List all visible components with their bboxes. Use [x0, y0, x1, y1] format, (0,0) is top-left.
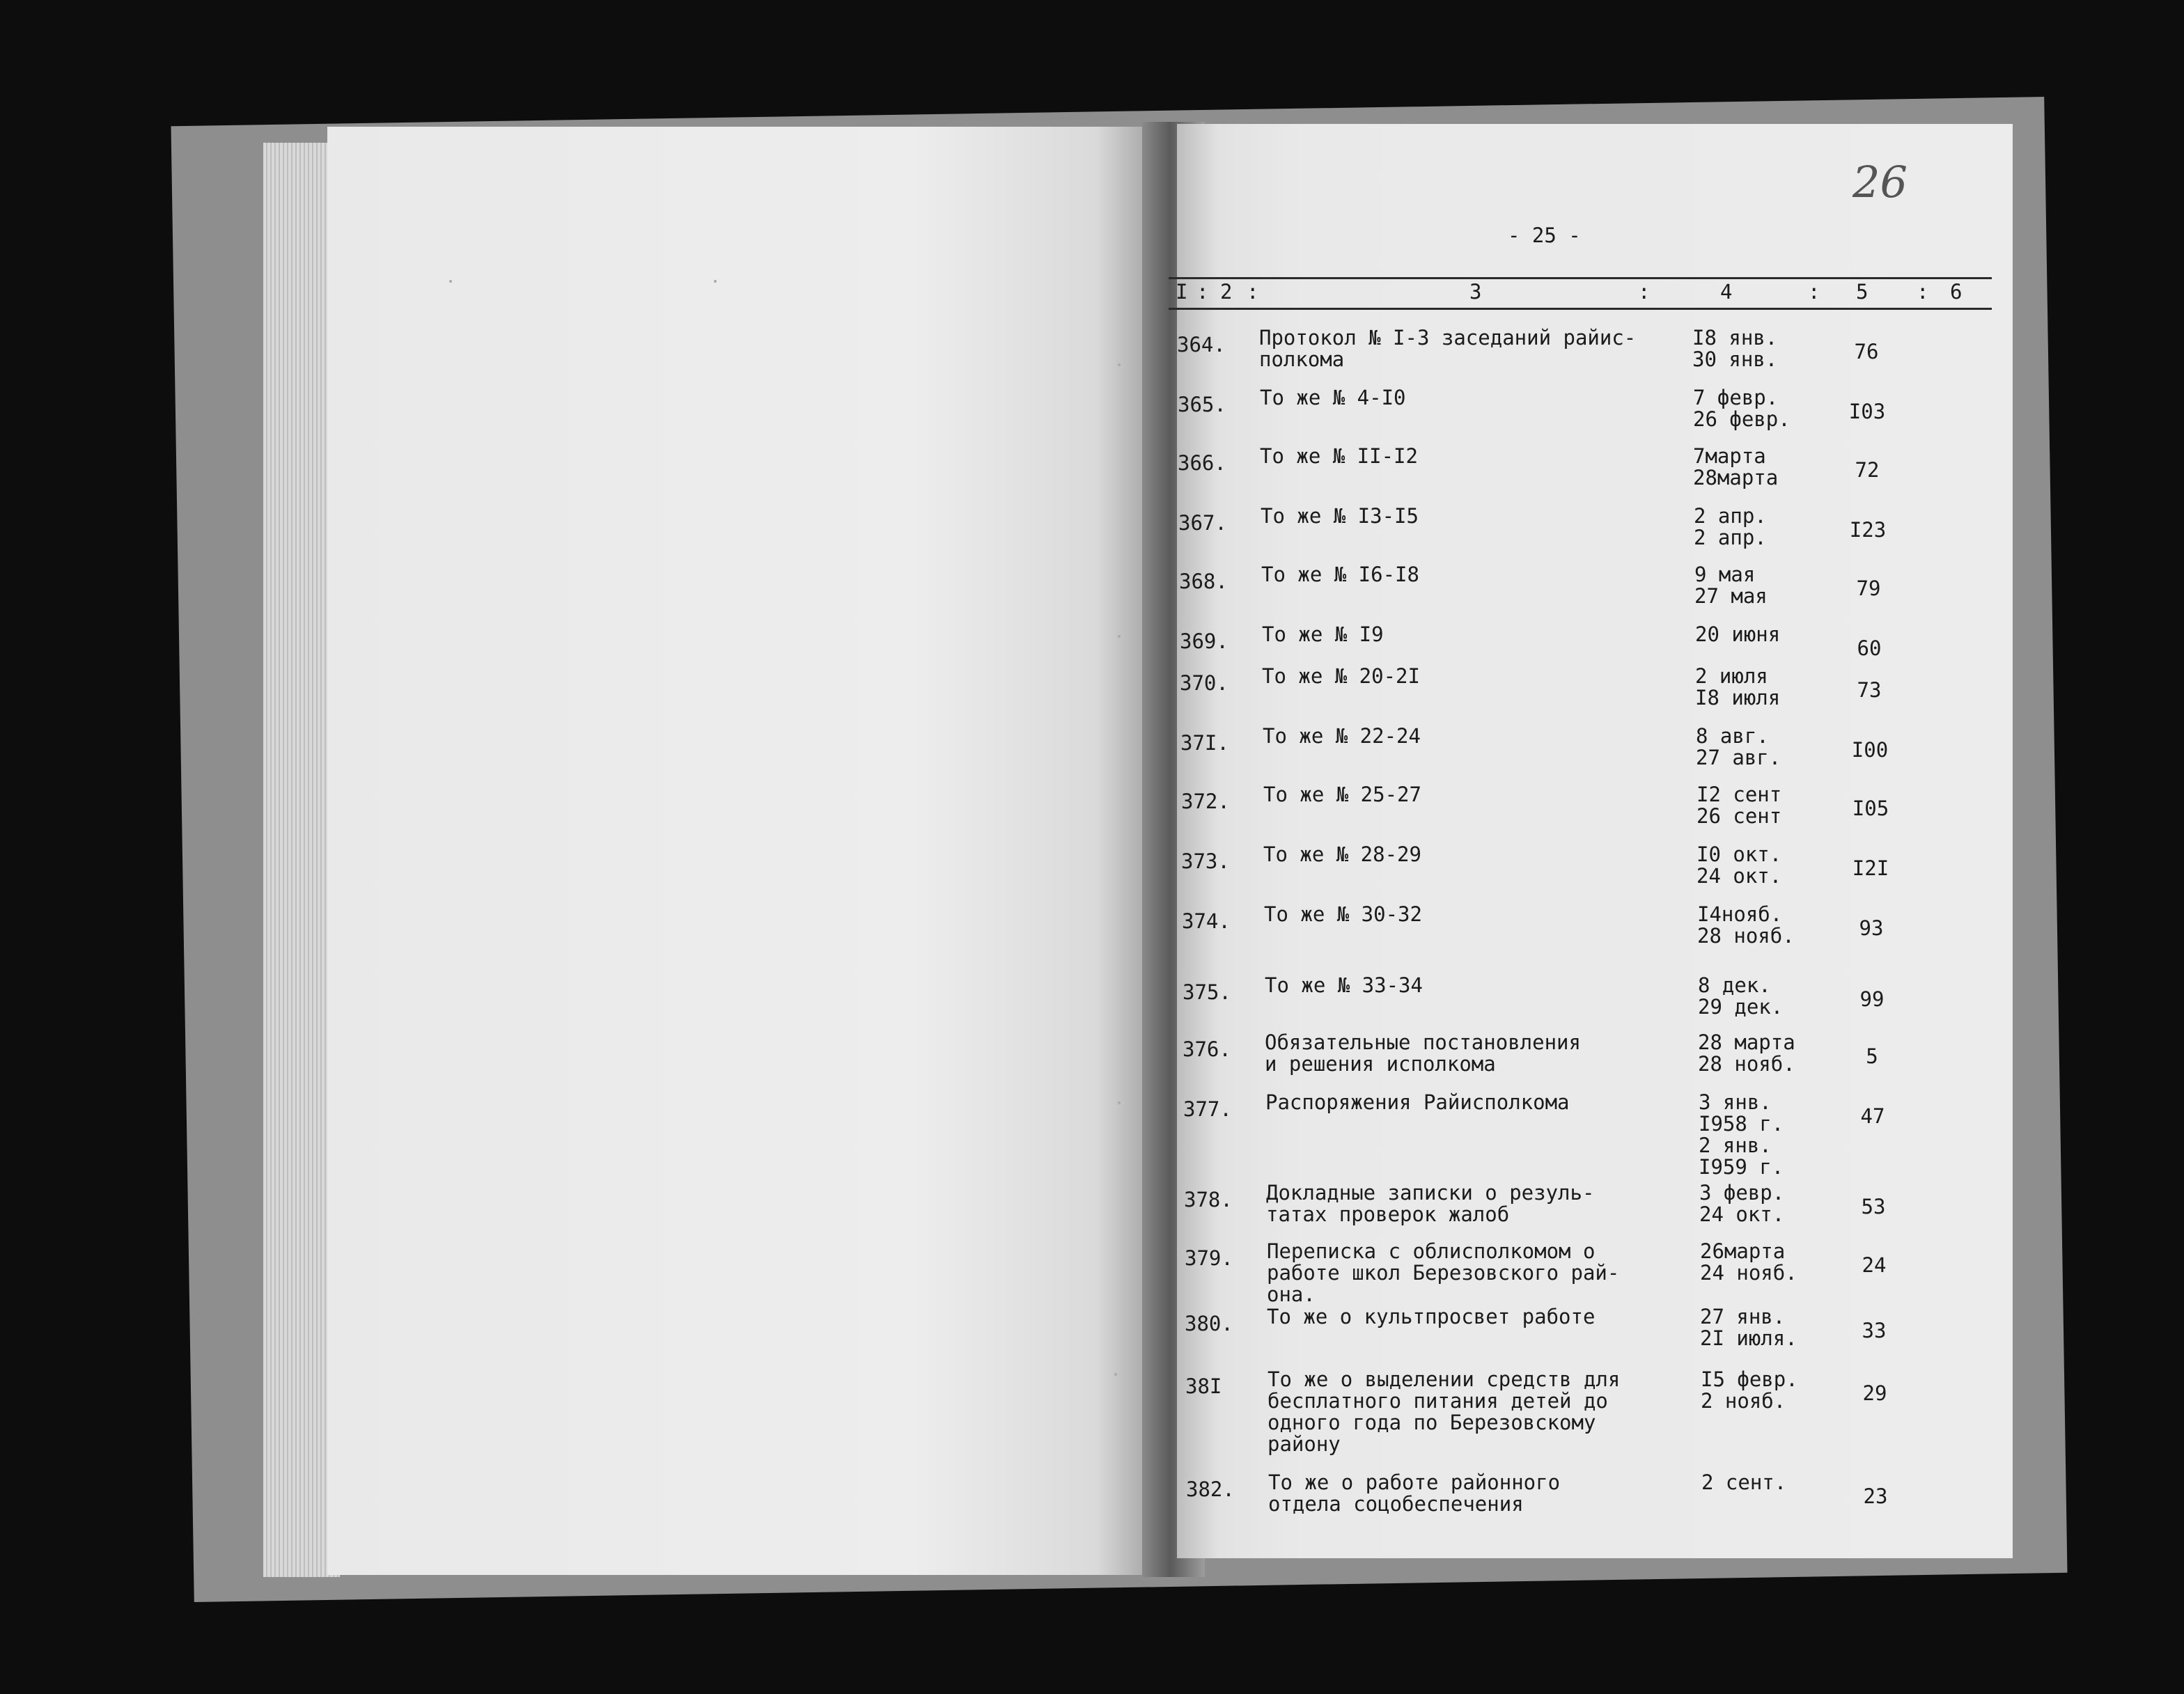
header-sep: : — [1247, 280, 1259, 304]
row-title: Докладные записки о резуль- татах проверок жалоб — [1266, 1181, 1595, 1226]
row-sheets: I2I — [1852, 856, 1889, 880]
header-top-rule — [1169, 277, 1992, 279]
header-sep: : — [1196, 280, 1209, 304]
row-sheets: 24 — [1862, 1253, 1887, 1277]
row-title: То же № I3-I5 — [1261, 504, 1419, 528]
row-number: 380. — [1185, 1312, 1233, 1335]
archive-sheet-number: 26 — [1852, 157, 1908, 207]
row-dates: 20 июня — [1695, 622, 1781, 646]
row-sheets: 53 — [1861, 1195, 1886, 1218]
row-dates: 8 авг. 27 авг. — [1696, 724, 1781, 769]
row-dates: I2 сент 26 сент — [1696, 783, 1782, 828]
row-number: 382. — [1186, 1477, 1235, 1501]
row-number: 368. — [1179, 570, 1228, 593]
row-dates: 3 янв. I958 г. 2 янв. I959 г. — [1699, 1090, 1784, 1179]
row-dates: I4нояб. 28 нояб. — [1697, 902, 1795, 948]
show-through-mark — [1118, 363, 1121, 366]
row-sheets: I05 — [1852, 797, 1889, 820]
row-number: 370. — [1180, 671, 1228, 695]
header-col-2: 2 — [1220, 280, 1233, 304]
row-dates: 7марта 28марта — [1693, 444, 1779, 489]
row-title: То же № 28-29 — [1263, 842, 1421, 866]
row-number: 377. — [1183, 1097, 1232, 1121]
row-dates: 9 мая 27 мая — [1694, 563, 1768, 608]
row-sheets: 99 — [1859, 987, 1885, 1011]
row-number: 378. — [1184, 1188, 1233, 1211]
row-sheets: 47 — [1860, 1104, 1885, 1128]
header-col-6: 6 — [1950, 280, 1963, 304]
row-number: 38I — [1185, 1374, 1222, 1398]
row-title: Переписка с облисполкомом о работе школ Березовского рай- она. — [1267, 1239, 1620, 1306]
show-through-mark — [449, 280, 452, 283]
row-title: То же № 30-32 — [1264, 902, 1422, 926]
row-sheets: 33 — [1862, 1319, 1887, 1342]
header-col-3: 3 — [1469, 280, 1482, 304]
row-sheets: 72 — [1855, 458, 1880, 482]
row-title: То же № I6-I8 — [1261, 563, 1419, 586]
row-number: 367. — [1178, 511, 1227, 535]
row-dates: 3 февр. 24 окт. — [1699, 1181, 1785, 1226]
row-dates: 8 дек. 29 дек. — [1698, 973, 1784, 1019]
row-sheets: 5 — [1866, 1044, 1878, 1068]
show-through-mark — [714, 280, 717, 283]
header-sep: : — [1638, 280, 1651, 304]
header-sep: : — [1808, 280, 1820, 304]
header-col-1: I — [1176, 280, 1188, 304]
row-number: 365. — [1178, 393, 1226, 416]
row-number: 375. — [1183, 980, 1231, 1004]
row-sheets: 79 — [1856, 577, 1881, 600]
row-title: То же № 20-2I — [1262, 664, 1420, 688]
row-number: 366. — [1178, 451, 1226, 475]
row-number: 376. — [1183, 1037, 1231, 1061]
row-dates: 28 марта 28 нояб. — [1698, 1030, 1795, 1076]
row-sheets: 73 — [1857, 678, 1882, 702]
row-sheets: 76 — [1854, 340, 1879, 363]
left-page-blank — [327, 127, 1163, 1575]
header-bottom-rule — [1169, 308, 1992, 310]
row-dates: 2 апр. 2 апр. — [1694, 504, 1767, 549]
row-title: То же № 22-24 — [1263, 724, 1421, 748]
row-dates: 26марта 24 нояб. — [1700, 1239, 1797, 1285]
header-col-4: 4 — [1720, 280, 1733, 304]
row-sheets: 23 — [1863, 1484, 1888, 1508]
row-number: 373. — [1181, 849, 1230, 873]
row-number: 37I. — [1180, 731, 1229, 755]
row-sheets: I23 — [1849, 518, 1887, 542]
page-number: - 25 - — [1508, 223, 1581, 247]
row-sheets: I03 — [1848, 400, 1886, 423]
row-title: То же № I9 — [1262, 622, 1384, 646]
row-sheets: 93 — [1859, 916, 1884, 940]
row-dates: 7 февр. 26 февр. — [1693, 386, 1791, 431]
row-dates: I0 окт. 24 окт. — [1696, 842, 1782, 888]
row-sheets: I00 — [1851, 738, 1889, 762]
show-through-mark — [1114, 1373, 1117, 1376]
row-title: То же № 33-34 — [1265, 973, 1423, 997]
row-title: Обязательные постановления и решения исполкома — [1265, 1030, 1581, 1076]
row-title: То же № II-I2 — [1260, 444, 1418, 468]
row-sheets: 29 — [1862, 1381, 1887, 1405]
row-number: 364. — [1177, 333, 1226, 356]
row-dates: 2 сент. — [1701, 1471, 1787, 1494]
row-dates: I8 янв. 30 янв. — [1692, 326, 1778, 371]
header-col-5: 5 — [1856, 280, 1869, 304]
row-title: То же № 4-I0 — [1260, 386, 1406, 409]
header-sep: : — [1917, 280, 1929, 304]
row-title: То же о выделении средств для бесплатного питания детей до одного года по Березовскому району — [1268, 1367, 1621, 1456]
row-number: 372. — [1181, 790, 1230, 813]
row-title: То же № 25-27 — [1263, 783, 1421, 806]
row-title: То же о работе районного отдела соцобеспечения — [1268, 1471, 1561, 1516]
row-number: 369. — [1180, 629, 1228, 653]
row-number: 379. — [1185, 1246, 1233, 1270]
row-dates: I5 февр. 2 нояб. — [1701, 1367, 1798, 1413]
row-title: Распоряжения Райисполкома — [1265, 1090, 1570, 1114]
row-dates: 2 июля I8 июля — [1695, 664, 1781, 709]
row-title: Протокол № I-3 заседаний райис- полкома — [1259, 326, 1637, 371]
row-number: 374. — [1182, 909, 1231, 933]
row-dates: 27 янв. 2I июля. — [1700, 1305, 1797, 1350]
row-sheets: 60 — [1857, 636, 1882, 660]
show-through-mark — [1118, 635, 1121, 638]
show-through-mark — [1118, 1101, 1121, 1104]
row-title: То же о культпросвет работе — [1267, 1305, 1596, 1328]
